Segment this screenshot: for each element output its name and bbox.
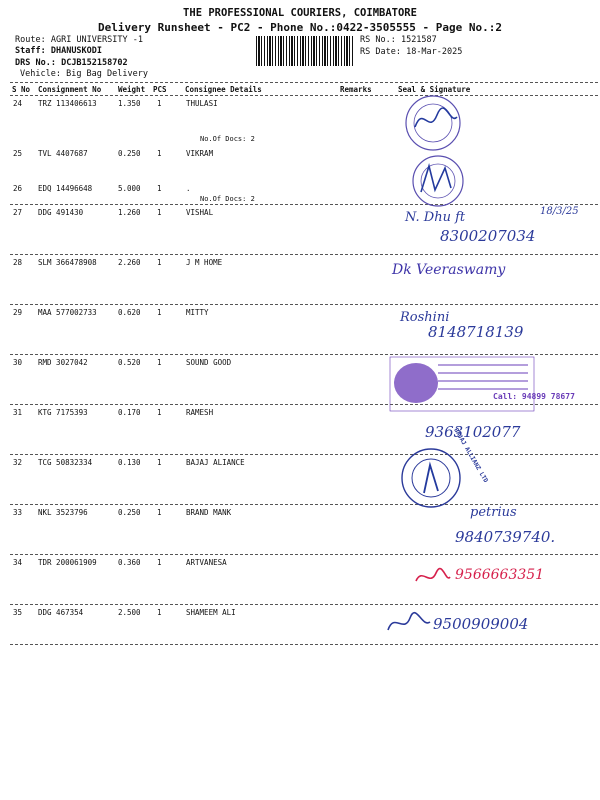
phone-31: 9363102077 [425, 423, 521, 441]
phone-29: 8148718139 [428, 323, 524, 341]
row-pcs: 1 [157, 558, 162, 567]
row-consignee: VIKRAM [186, 149, 214, 158]
col-remarks: Remarks [340, 85, 372, 94]
row-sno: 24 [13, 99, 23, 108]
signature-27: N. Dhu ft [405, 210, 466, 225]
row-divider [10, 604, 598, 605]
phone-27: 8300207034 [440, 227, 536, 245]
col-pcs: PCS [153, 85, 167, 94]
row-weight: 0.620 [118, 308, 141, 317]
table-bottom-rule [10, 644, 598, 645]
rs-number-line: RS No.: 1521587 [360, 35, 437, 45]
col-sno: S No [12, 85, 31, 94]
seal-stamp-30 [388, 355, 536, 413]
row-pcs: 1 [157, 208, 162, 217]
row-weight: 0.250 [118, 149, 141, 158]
date-27: 18/3/25 [540, 206, 579, 217]
row-consignment: TCG 50832334 [38, 458, 93, 467]
row-sno: 27 [13, 208, 23, 217]
seal-stamp-24 [395, 95, 475, 155]
header-bottom-rule [10, 95, 598, 96]
row-sno: 28 [13, 258, 23, 267]
row-pcs: 1 [157, 408, 162, 417]
row-divider [10, 454, 598, 455]
row-weight: 2.260 [118, 258, 141, 267]
row-consignee: J M HOME [186, 258, 223, 267]
row-pcs: 1 [157, 508, 162, 517]
row-weight: 0.520 [118, 358, 141, 367]
row-consignment: RMD 3027042 [38, 358, 88, 367]
row-weight: 5.000 [118, 184, 141, 193]
row-pcs: 1 [157, 458, 162, 467]
phone-34: 9566663351 [455, 567, 545, 583]
row-docs: No.Of Docs: 2 [200, 195, 255, 203]
row-pcs: 1 [157, 608, 162, 617]
row-consignment: EDQ 14496648 [38, 184, 93, 193]
row-weight: 0.170 [118, 408, 141, 417]
stamp-32-text: BAJAJ ALLIANZ LTD [452, 427, 490, 484]
signature-33: petrius [470, 505, 517, 520]
row-consignment: DDG 491430 [38, 208, 84, 217]
row-consignment: TDR 200061909 [38, 558, 97, 567]
seal-stamp-25 [405, 152, 475, 210]
row-consignee: . [186, 184, 191, 193]
row-consignment: TVL 4407687 [38, 149, 88, 158]
row-consignee: THULASI [186, 99, 218, 108]
row-weight: 2.500 [118, 608, 141, 617]
col-consignee: Consignee Details [185, 85, 262, 94]
row-docs: No.Of Docs: 2 [200, 135, 255, 143]
route-line: Route: AGRI UNIVERSITY -1 [15, 35, 143, 45]
signature-34 [412, 565, 452, 589]
row-sno: 29 [13, 308, 23, 317]
header-top-rule [10, 82, 598, 83]
row-consignee: SHAMEEM ALI [186, 608, 236, 617]
row-consignment: TRZ 113406613 [38, 99, 97, 108]
phone-33: 9840739740. [455, 528, 556, 546]
row-consignment: NKL 3523796 [38, 508, 88, 517]
phone-35: 9500909004 [433, 615, 529, 633]
drs-line: DRS No.: DCJB152158702 [15, 58, 128, 68]
row-weight: 0.250 [118, 508, 141, 517]
row-sno: 26 [13, 184, 23, 193]
row-sno: 30 [13, 358, 23, 367]
row-divider [10, 554, 598, 555]
row-consignee: VISHAL [186, 208, 214, 217]
stamp-30-text: Call: 94899 78677 [493, 392, 575, 401]
drs-barcode [256, 36, 354, 66]
row-consignment: MAA 577002733 [38, 308, 97, 317]
col-consignment: Consignment No [38, 85, 102, 94]
signature-35 [384, 608, 434, 638]
row-weight: 1.350 [118, 99, 141, 108]
row-sno: 25 [13, 149, 23, 158]
row-consignment: KTG 7175393 [38, 408, 88, 417]
row-consignee: BRAND MANK [186, 508, 232, 517]
col-signature: Seal & Signature [398, 85, 471, 94]
row-sno: 32 [13, 458, 23, 467]
seal-stamp-32 [400, 445, 464, 511]
row-pcs: 1 [157, 99, 162, 108]
row-pcs: 1 [157, 358, 162, 367]
rs-date-line: RS Date: 18-Mar-2025 [360, 47, 463, 57]
row-divider [10, 254, 598, 255]
row-consignee: RAMESH [186, 408, 214, 417]
row-sno: 35 [13, 608, 23, 617]
row-sno: 34 [13, 558, 23, 567]
col-weight: Weight [118, 85, 146, 94]
row-consignee: ARTVANESA [186, 558, 227, 567]
runsheet-title: Delivery Runsheet - PC2 - Phone No.:0422-3505555 - Page No.:2 [98, 21, 502, 34]
row-pcs: 1 [157, 258, 162, 267]
row-consignee: SOUND GOOD [186, 358, 232, 367]
signature-29: Roshini [400, 310, 450, 325]
row-pcs: 1 [157, 184, 162, 193]
row-pcs: 1 [157, 149, 162, 158]
row-weight: 1.260 [118, 208, 141, 217]
row-pcs: 1 [157, 308, 162, 317]
signature-28: Dk Veeraswamy [392, 262, 506, 278]
company-name: THE PROFESSIONAL COURIERS, COIMBATORE [183, 7, 417, 19]
vehicle-line: Vehicle: Big Bag Delivery [20, 69, 148, 79]
row-sno: 33 [13, 508, 23, 517]
row-sno: 31 [13, 408, 23, 417]
row-weight: 0.130 [118, 458, 141, 467]
row-consignment: DDG 467354 [38, 608, 84, 617]
row-consignee: MITTY [186, 308, 209, 317]
row-divider [10, 304, 598, 305]
row-consignment: SLM 366478908 [38, 258, 97, 267]
staff-line: Staff: DHANUSKODI [15, 46, 103, 56]
row-consignee: BAJAJ ALIANCE [186, 458, 245, 467]
row-weight: 0.360 [118, 558, 141, 567]
row-divider [10, 204, 598, 205]
